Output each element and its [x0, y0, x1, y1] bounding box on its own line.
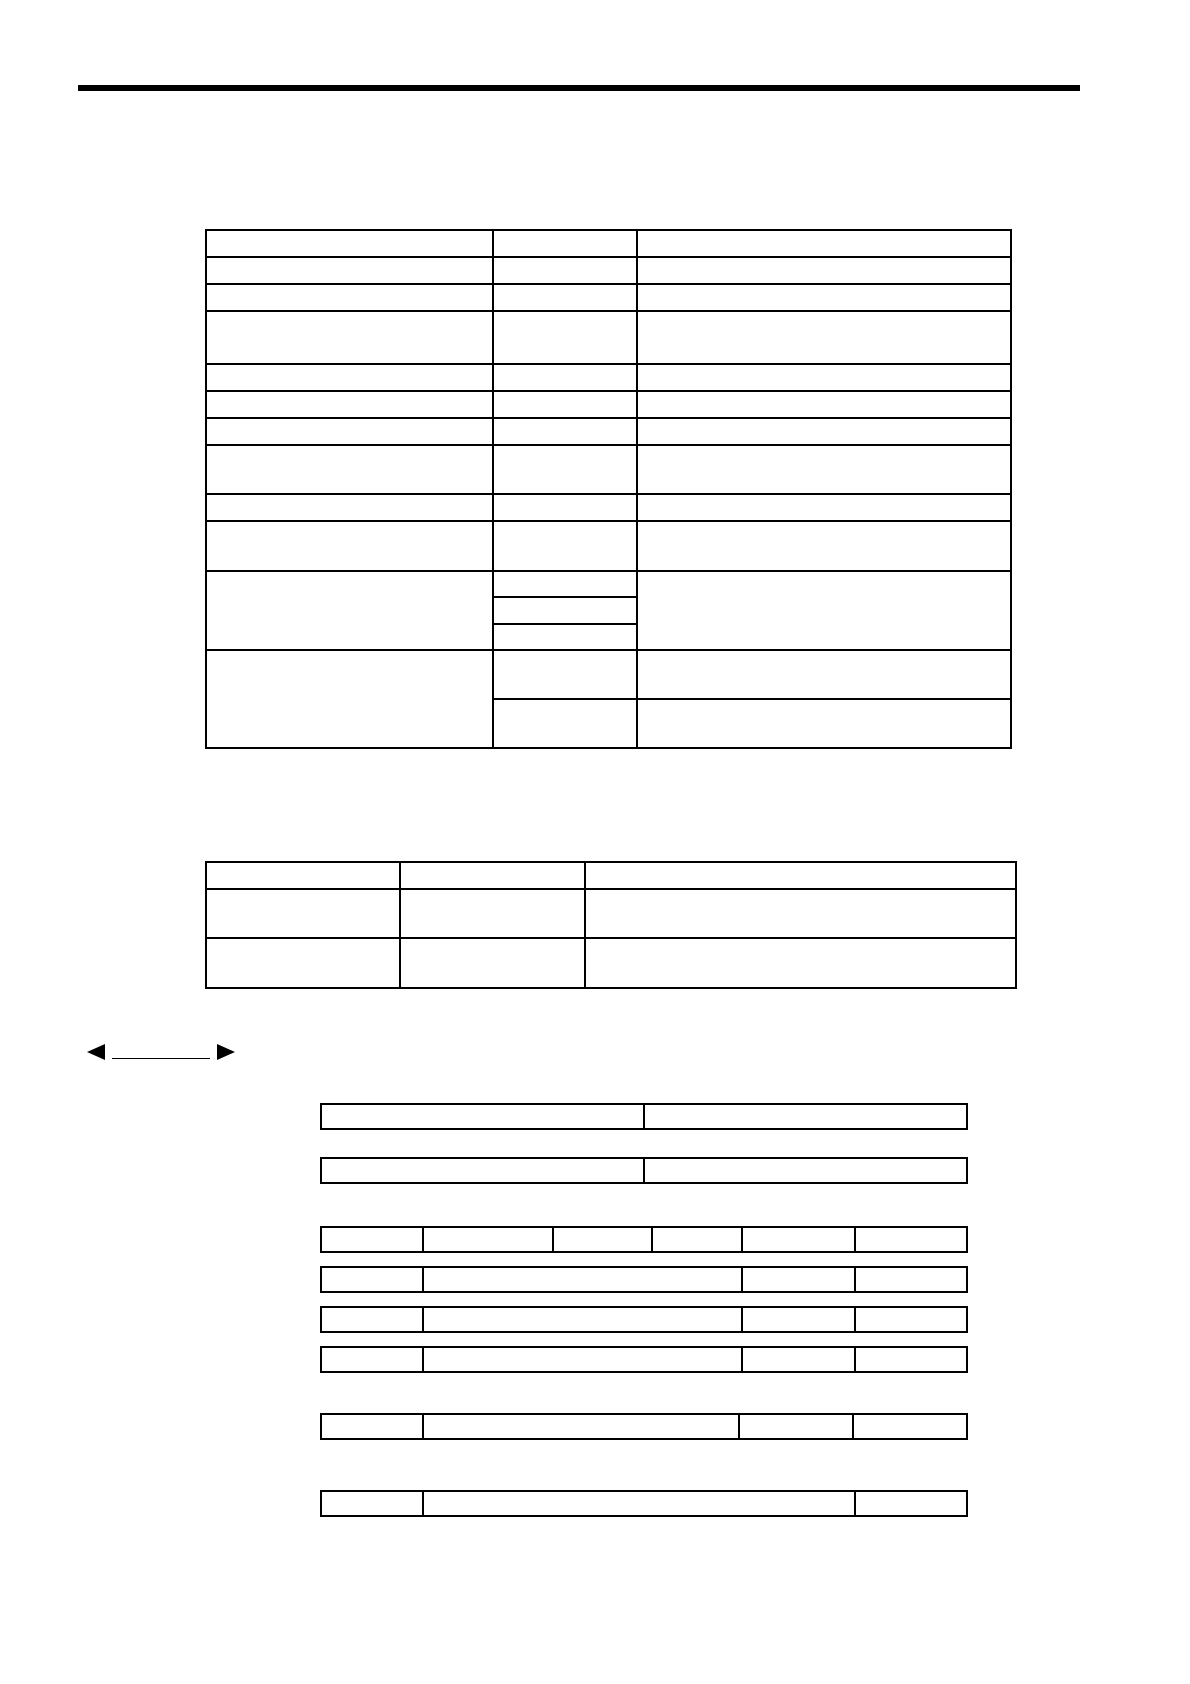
table-row — [206, 311, 1011, 364]
register-field — [856, 1268, 966, 1291]
register-field — [645, 1105, 966, 1128]
table-cell — [493, 445, 637, 494]
register-field — [743, 1348, 856, 1371]
table-cell — [637, 445, 1011, 494]
top-rule — [78, 85, 1080, 91]
table-cell — [206, 650, 493, 748]
table-row — [206, 284, 1011, 311]
register-bar — [320, 1346, 968, 1373]
table-cell — [493, 624, 637, 650]
table-cell — [206, 418, 493, 445]
table-cell — [637, 391, 1011, 418]
register-field — [645, 1159, 966, 1182]
register-field — [322, 1105, 645, 1128]
register-bar — [320, 1413, 968, 1440]
table-cell — [637, 284, 1011, 311]
table-cell — [400, 889, 585, 938]
register-bar — [320, 1266, 968, 1293]
register-field — [740, 1415, 854, 1438]
table-row — [206, 230, 1011, 257]
register-field — [653, 1228, 743, 1251]
table-cell — [637, 650, 1011, 699]
table-cell — [493, 311, 637, 364]
arrow-left-icon — [87, 1044, 105, 1060]
table-cell — [493, 571, 637, 597]
register-field — [424, 1348, 743, 1371]
register-field — [554, 1228, 653, 1251]
register-field — [424, 1228, 554, 1251]
table-cell — [637, 364, 1011, 391]
register-field — [424, 1268, 743, 1291]
table-cell — [637, 257, 1011, 284]
setting-table — [205, 861, 1017, 989]
table-row — [206, 494, 1011, 521]
register-field — [322, 1308, 424, 1331]
register-field — [743, 1308, 856, 1331]
width-indicator — [87, 1040, 235, 1064]
table-cell — [493, 364, 637, 391]
register-field — [856, 1308, 966, 1331]
table-cell — [493, 418, 637, 445]
table-cell — [585, 889, 1016, 938]
table-cell — [637, 494, 1011, 521]
table-cell — [637, 571, 1011, 650]
table-cell — [400, 938, 585, 988]
table-cell — [493, 597, 637, 624]
dimension-line — [112, 1058, 210, 1059]
table-row — [206, 571, 1011, 597]
table-row — [206, 862, 1016, 889]
register-bar — [320, 1157, 968, 1184]
table-cell — [206, 571, 493, 650]
register-field — [743, 1268, 856, 1291]
table-cell — [637, 311, 1011, 364]
table-row — [206, 521, 1011, 571]
register-field — [322, 1492, 424, 1515]
table-cell — [206, 445, 493, 494]
table-cell — [493, 284, 637, 311]
table-cell — [206, 494, 493, 521]
register-field — [322, 1159, 645, 1182]
register-field — [856, 1348, 966, 1371]
table-cell — [206, 521, 493, 571]
register-field — [322, 1228, 424, 1251]
register-bar — [320, 1226, 968, 1253]
register-bar — [320, 1103, 968, 1130]
table-cell — [493, 494, 637, 521]
table-cell — [493, 699, 637, 748]
table-cell — [493, 521, 637, 571]
register-field — [856, 1492, 966, 1515]
table-cell — [493, 650, 637, 699]
table-cell — [206, 311, 493, 364]
table-cell — [206, 230, 493, 257]
table-cell — [206, 889, 400, 938]
table-cell — [206, 938, 400, 988]
table-cell — [637, 230, 1011, 257]
table-row — [206, 391, 1011, 418]
table-cell — [637, 699, 1011, 748]
table-cell — [493, 391, 637, 418]
table-row — [206, 938, 1016, 988]
register-field — [424, 1492, 856, 1515]
table-row — [206, 889, 1016, 938]
table-row — [206, 364, 1011, 391]
register-field — [743, 1228, 856, 1251]
register-bar — [320, 1490, 968, 1517]
table-cell — [206, 364, 493, 391]
table-cell — [206, 257, 493, 284]
table-cell — [206, 862, 400, 889]
table-row — [206, 257, 1011, 284]
table-row — [206, 418, 1011, 445]
table-row — [206, 445, 1011, 494]
table-cell — [493, 257, 637, 284]
table-cell — [637, 418, 1011, 445]
table-cell — [637, 521, 1011, 571]
table-cell — [585, 862, 1016, 889]
table-cell — [585, 938, 1016, 988]
table-cell — [206, 391, 493, 418]
table-cell — [493, 230, 637, 257]
register-field — [322, 1268, 424, 1291]
register-field — [322, 1415, 424, 1438]
register-field — [854, 1415, 966, 1438]
register-field — [424, 1308, 743, 1331]
register-bar — [320, 1306, 968, 1333]
arrow-right-icon — [217, 1044, 235, 1060]
table-cell — [206, 284, 493, 311]
table-cell — [400, 862, 585, 889]
table-row — [206, 650, 1011, 699]
register-field — [424, 1415, 740, 1438]
parameter-table — [205, 229, 1012, 749]
register-field — [322, 1348, 424, 1371]
register-field — [856, 1228, 966, 1251]
